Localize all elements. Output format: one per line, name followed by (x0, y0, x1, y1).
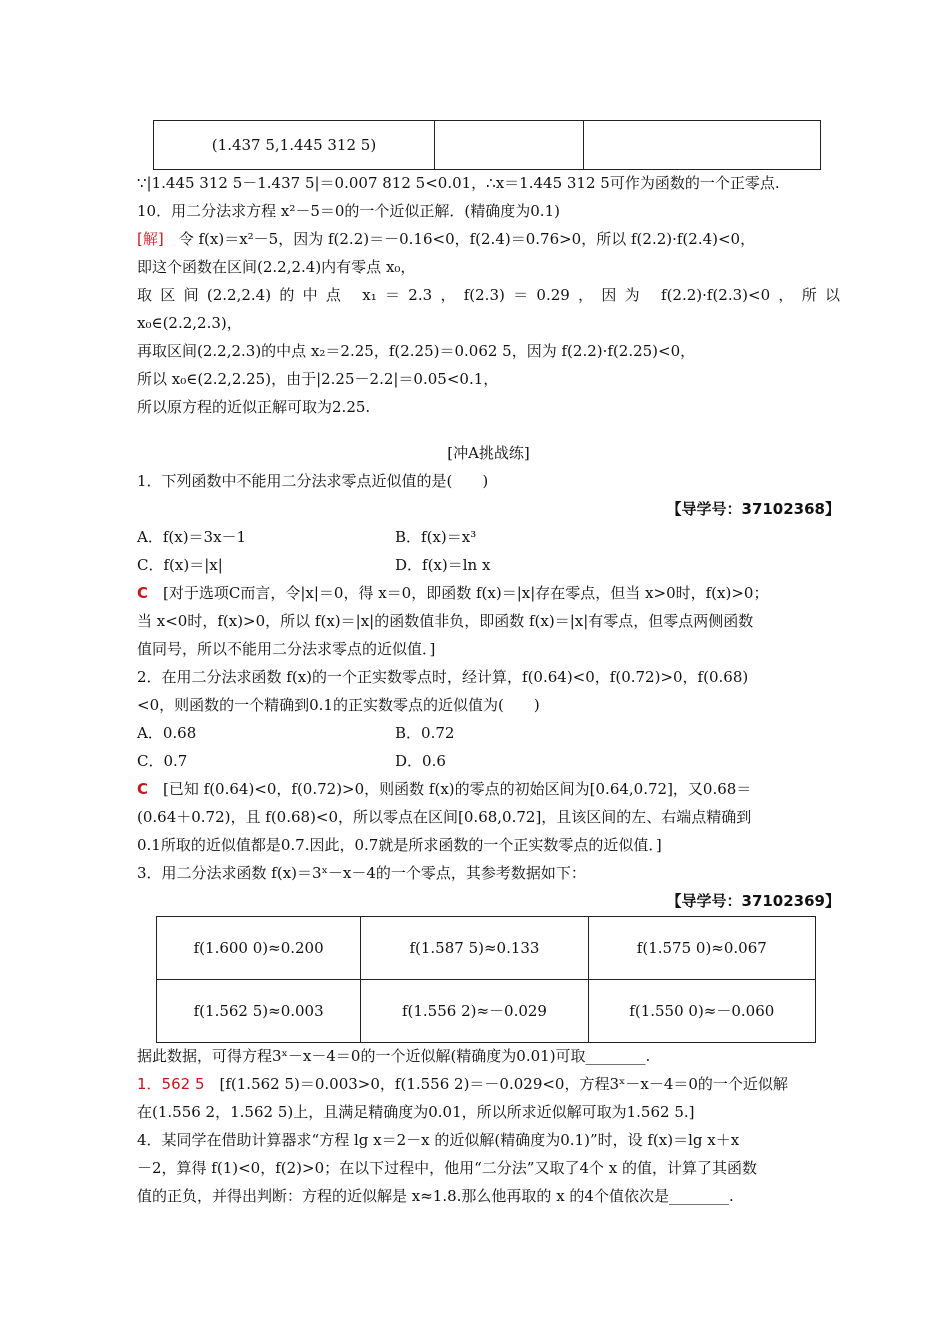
text-line: 据此数据，可得方程3ˣ－x－4＝0的一个近似解(精确度为0.01)可取________. (137, 1047, 651, 1065)
answer-label: 1．562 5 (137, 1075, 205, 1093)
question-4-stem: 4．某同学在借助计算器求“方程 lg x＝2－x 的近似解(精确度为0.1)”时，设 f(x)＝lg x＋x (137, 1131, 740, 1149)
explanation-line: (0.64＋0.72)，且 f(0.68)<0，所以零点在区间[0.68,0.72]，且该区间的左、右端点精确到 (137, 808, 752, 826)
table-cell: (1.437 5,1.445 312 5) (154, 121, 435, 170)
table-cell: f(1.562 5)≈0.003 (157, 980, 361, 1043)
text-line: 即这个函数在区间(2.2,2.4)内有零点 x₀， (137, 258, 416, 276)
explanation-line: 0.1所取的近似值都是0.7.因此，0.7就是所求函数的一个正实数零点的近似值．] (137, 836, 662, 854)
question-4-stem: 值的正负，并得出判断：方程的近似解是 x≈1.8.那么他再取的 x 的4个值依次是________. (137, 1187, 734, 1205)
question-2-stem: 2．在用二分法求函数 f(x)的一个正实数零点时，经计算，f(0.64)<0，f(0.72)>0，f(0.68) (137, 668, 749, 686)
guide-number: 【导学号：37102369】 (666, 892, 840, 910)
text-line: 再取区间(2.2,2.3)的中点 x₂＝2.25，f(2.25)＝0.062 5，因为 f(2.2)·f(2.25)<0， (137, 342, 696, 360)
text-line: 所以 x₀∈(2.2,2.25)，由于|2.25－2.2|＝0.05<0.1， (137, 370, 499, 388)
explanation-line: 当 x<0时，f(x)>0，所以 f(x)＝|x|的函数值非负，即函数 f(x)＝|x|有零点，但零点两侧函数 (137, 612, 754, 630)
table-cell: f(1.556 2)≈－0.029 (361, 980, 588, 1043)
guide-number: 【导学号：37102368】 (666, 500, 840, 518)
explanation-line: 值同号，所以不能用二分法求零点的近似值．] (137, 640, 436, 658)
explanation-text: [对于选项C而言，令|x|＝0，得 x＝0，即函数 f(x)＝|x|存在零点，但当 x>0时，f(x)>0； (148, 584, 769, 602)
table-row (154, 121, 821, 170)
text-line: ∵|1.445 312 5－1.437 5|＝0.007 812 5<0.01，∴x＝1.445 312 5可作为函数的一个正零点. (137, 174, 780, 192)
explanation-line: 在(1.556 2，1.562 5)上，且满足精确度为0.01，所以所求近似解可取为1.562 5.] (137, 1103, 695, 1121)
option-d: D．0.6 (395, 752, 446, 770)
table-cell (435, 121, 584, 170)
option-a: A．0.68 (137, 724, 197, 742)
table-cell: f(1.587 5)≈0.133 (361, 917, 588, 980)
table-cell: f(1.600 0)≈0.200 (157, 917, 361, 980)
document-page (137, 120, 840, 1211)
explanation-line (137, 580, 840, 608)
reference-data-table (156, 916, 816, 1043)
options-row (137, 748, 840, 776)
text-line: x₀∈(2.2,2.3)， (137, 314, 242, 332)
option-d: D．f(x)＝ln x (395, 556, 491, 574)
question-4-stem: －2，算得 f(1)<0，f(2)>0；在以下过程中，他用“二分法”又取了4个 x 的值，计算了其函数 (137, 1159, 758, 1177)
answer-label: C (137, 584, 149, 602)
option-c: C．0.7 (137, 752, 188, 770)
options-row (137, 552, 840, 580)
table-row (157, 980, 816, 1043)
option-c: C．f(x)＝|x| (137, 556, 223, 574)
option-b: B．f(x)＝x³ (395, 528, 477, 546)
table-cell: f(1.550 0)≈－0.060 (588, 980, 815, 1043)
answer-label: C (137, 780, 149, 798)
options-row (137, 524, 840, 552)
option-b: B．0.72 (395, 724, 455, 742)
explanation-line (137, 1071, 840, 1099)
text-line: 取区间(2.2,2.4)的中点 x₁＝2.3，f(2.3)＝0.29，因为 f(2.2)·f(2.3)<0，所以 (137, 286, 840, 304)
explanation-text: [f(1.562 5)＝0.003>0，f(1.556 2)＝－0.029<0，方程3ˣ－x－4＝0的一个近似解 (204, 1075, 788, 1093)
options-row (137, 720, 840, 748)
question-2-stem: <0，则函数的一个精确到0.1的正实数零点的近似值为( ) (137, 696, 540, 714)
option-a: A．f(x)＝3x－1 (137, 528, 247, 546)
table-cell (584, 121, 821, 170)
question-3-stem: 3．用二分法求函数 f(x)＝3ˣ－x－4的一个零点，其参考数据如下： (137, 864, 586, 882)
text-line: 所以原方程的近似正解可取为2.25. (137, 398, 371, 416)
question-1-stem: 1．下列函数中不能用二分法求零点近似值的是( ) (137, 472, 489, 490)
solution-line (137, 226, 840, 254)
explanation-text: [已知 f(0.64)<0，f(0.72)>0，则函数 f(x)的零点的初始区间为[0.64,0.72]，又0.68＝ (148, 780, 752, 798)
text-line: 令 f(x)＝x²－5，因为 f(2.2)＝－0.16<0，f(2.4)＝0.76>0，所以 f(2.2)·f(2.4)<0， (163, 230, 756, 248)
table-cell: f(1.575 0)≈0.067 (588, 917, 815, 980)
question-10-stem: 10．用二分法求方程 x²－5＝0的一个近似正解．(精确度为0.1) (137, 202, 560, 220)
section-title: [冲A挑战练] (447, 444, 530, 462)
table-row (157, 917, 816, 980)
solution-tag: [解] (137, 230, 164, 248)
explanation-line (137, 776, 840, 804)
interval-table (153, 120, 821, 170)
